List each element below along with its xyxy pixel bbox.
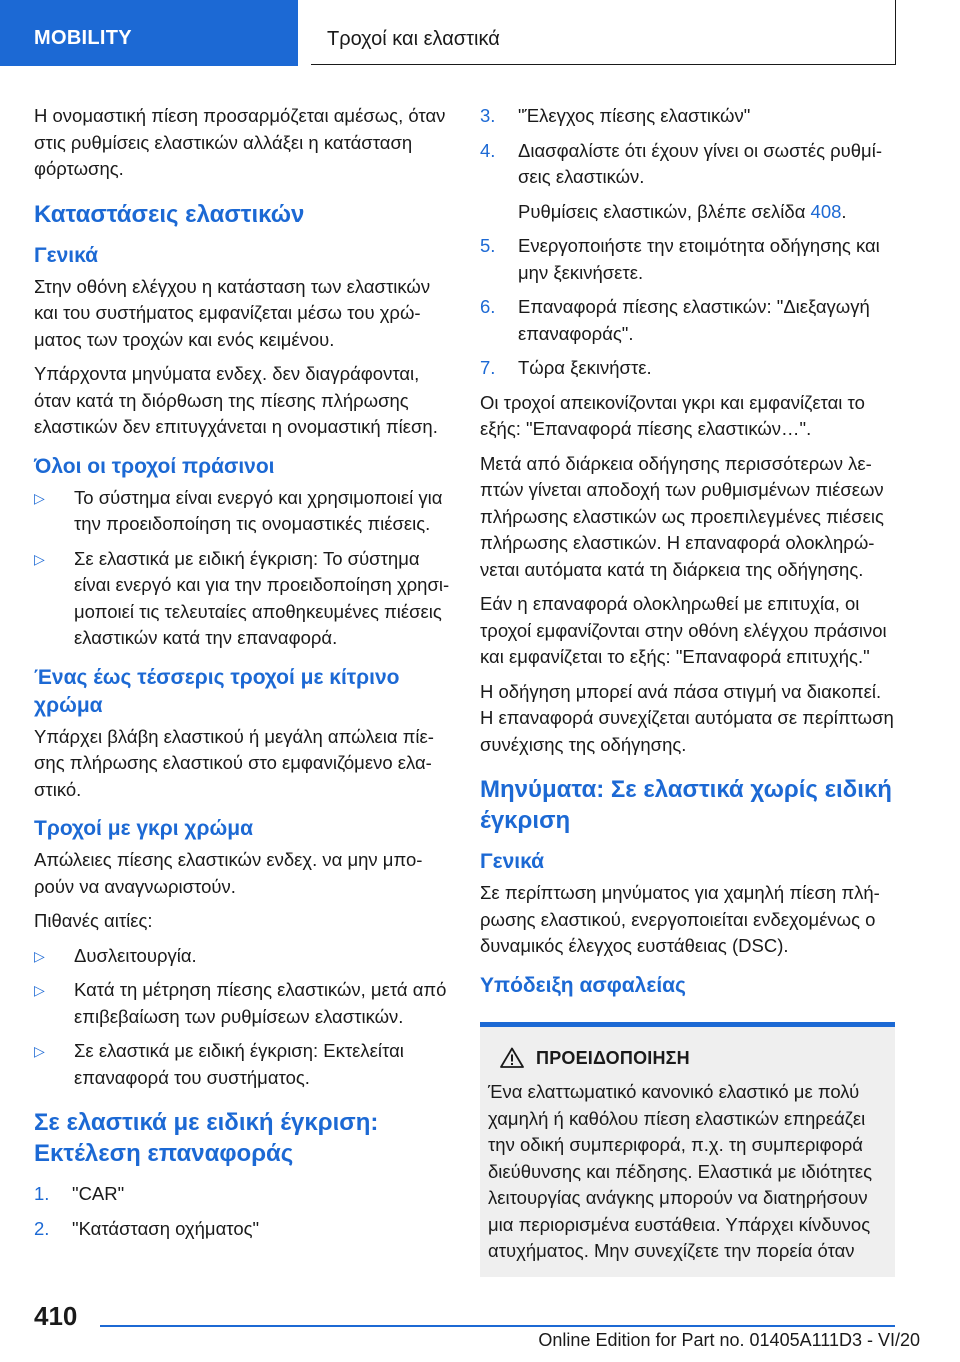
warning-title: ΠΡΟΕΙΔΟΠΟΙΗΣΗ	[536, 1047, 690, 1068]
list-item: 5. Ενεργοποιήστε την ετοιμότητα οδήγησης και μην ξεκινήσετε.	[480, 235, 880, 283]
reset-steps-2	[480, 103, 895, 191]
list-item: ▷ Σε ελαστικά με ειδική έγκριση: Το σύστημα είναι ενεργό και για την προειδοποίηση χρησιμοποιεί τις τελευταίες αποθηκευμένες πιέσεις ελαστικών κατά την επαναφορά.	[34, 547, 450, 648]
general-paragraph-2: Υπάρχοντα μηνύματα ενδεχ. δεν διαγράφονται, όταν κατά τη διόρθωση της πίεσης πλήρωσης ελαστικών δεν επιτυγχάνεται η ονομαστική πίεση.	[34, 363, 438, 437]
messages-general-paragraph: Σε περίπτωση μηνύματος για χαμηλή πίεση πλήρωσης ελαστικού, ενεργοποιείται ενδεχομένως ο δυναμικός έλεγχος ευστάθειας (DSC).	[480, 882, 880, 956]
triangle-bullet-icon: ▷	[34, 489, 45, 506]
reset-paragraph-2: Μετά από διάρκεια οδήγησης περισσότερων λεπτών γίνεται αποδοχή των ρυθμισμένων πιέσεων πλήρωσης ελαστικών ως προεπιλεγμένες πιέσεις πλήρωσης ελαστικών. Η επαναφορά ολοκληρώνεται αυτόματα κατά τη διάρκεια της οδήγησης.	[480, 452, 884, 580]
section-tab[interactable]	[0, 0, 298, 66]
left-column	[34, 103, 454, 1250]
heading-all-green: Όλοι οι τροχοί πράσινοι	[34, 454, 275, 478]
tire-settings-reference: Ρυθμίσεις ελαστικών, βλέπε σελίδα 408.	[518, 200, 847, 222]
heading-tire-states: Καταστάσεις ελαστικών	[34, 200, 305, 228]
list-item: 2. "Κατάσταση οχήματος"	[34, 1217, 260, 1239]
green-list	[34, 485, 454, 652]
heading-yellow: Ένας έως τέσσερις τροχοί με κίτρινο χρώμα	[34, 665, 400, 717]
list-item: 6. Επαναφορά πίεσης ελαστικών: "Διεξαγωγή επαναφοράς".	[480, 296, 870, 344]
page-number: 410	[34, 1301, 78, 1331]
yellow-paragraph: Υπάρχει βλάβη ελαστικού ή μεγάλη απώλεια πίεσης πλήρωσης ελαστικού στο εμφανιζόμενο ελαστικό.	[34, 725, 434, 800]
list-item: ▷ Δυσλειτουργία.	[34, 943, 454, 970]
grey-paragraph: Απώλειες πίεσης ελαστικών ενδεχ. να μην μπορούν να αναγνωριστούν.	[34, 849, 423, 897]
list-item: ▷ Σε ελαστικά με ειδική έγκριση: Εκτελείται επαναφορά του συστήματος.	[34, 1040, 404, 1088]
list-item: ▷ Το σύστημα είναι ενεργό και χρησιμοποιεί για την προειδοποίηση τις ονομαστικές πιέσεις.	[34, 486, 443, 534]
heading-grey: Τροχοί με γκρι χρώμα	[34, 817, 253, 840]
reset-paragraph-3: Εάν η επαναφορά ολοκληρωθεί με επιτυχία, οι τροχοί εμφανίζονται στην οθόνη ελέγχου πράσινοι και εμφανίζεται το εξής: "Επαναφορά επιτυχής."	[480, 593, 887, 667]
reset-paragraph-4: Η οδήγηση μπορεί ανά πάσα στιγμή να διακοπεί. Η επαναφορά συνεχίζεται αυτόματα σε περίπτωση συνέχισης της οδήγησης.	[480, 680, 894, 755]
list-item: 7. Τώρα ξεκινήστε.	[480, 357, 652, 378]
heading-safety-note: Υπόδειξη ασφαλείας	[480, 973, 686, 997]
heading-general: Γενικά	[34, 243, 99, 267]
intro-paragraph: Η ονομαστική πίεση προσαρμόζεται αμέσως, όταν στις ρυθμίσεις ελαστικών αλλάξει η κατάσταση φόρτωσης.	[34, 105, 446, 179]
triangle-bullet-icon: ▷	[34, 550, 45, 567]
warning-header	[488, 1045, 885, 1072]
warning-text: Ένα ελαττωματικό κανονικό ελαστικό με πολύ χαμηλή ή καθόλου πίεση ελαστικών επηρεάζει την οδική συμπεριφορά, π.χ. τη συμπεριφορά διεύθυνσης και πέδησης. Ελαστικά με ιδιότητες λειτουργίας ανάγκης μπορούν να διατηρήσουν μια περιορισμένα ευστάθεια. Υπάρχει κίνδυνος ατυχήματος. Μην συνεχίζετε την πορεία όταν	[488, 1081, 873, 1261]
heading-general-2: Γενικά	[480, 850, 545, 873]
warning-box	[480, 1022, 895, 1277]
general-paragraph-1: Στην οθόνη ελέγχου η κατάσταση των ελαστικών και του συστήματος εμφανίζεται μέσω του χρώματος των τροχών και ενός κειμένου.	[34, 275, 431, 350]
triangle-bullet-icon: ▷	[34, 1043, 45, 1059]
chapter-tab[interactable]	[311, 0, 896, 65]
list-item: ▷ Κατά τη μέτρηση πίεσης ελαστικών, μετά από επιβεβαίωση των ρυθμίσεων ελαστικών.	[34, 979, 447, 1027]
reset-paragraph-1: Οι τροχοί απεικονίζονται γκρι και εμφανίζεται το εξής: "Επαναφορά πίεσης ελαστικών…".	[480, 391, 865, 439]
heading-perform-reset: Σε ελαστικά με ειδική έγκριση: Εκτέλεση επαναφοράς	[34, 1109, 379, 1167]
chapter-title: Τροχοί και ελαστικά	[327, 28, 500, 50]
causes-label: Πιθανές αιτίες:	[34, 910, 153, 931]
list-item: 1. "CAR"	[34, 1183, 125, 1204]
list-item: 3. "Έλεγχος πίεσης ελαστικών"	[480, 105, 751, 126]
section-title: MOBILITY	[34, 27, 132, 49]
grey-list	[34, 943, 454, 1092]
footer-edition: Online Edition for Part no. 01405A111D3 - VI/20	[538, 1330, 920, 1350]
page-header	[0, 0, 960, 66]
triangle-bullet-icon: ▷	[34, 982, 45, 998]
triangle-bullet-icon: ▷	[34, 947, 45, 964]
list-item: 4. Διασφαλίστε ότι έχουν γίνει οι σωστές ρυθμίσεις ελαστικών.	[480, 139, 882, 187]
reset-steps-3	[480, 233, 895, 382]
page-link[interactable]: 408	[810, 200, 842, 222]
heading-messages: Μηνύματα: Σε ελαστικά χωρίς ειδική έγκριση	[480, 776, 892, 834]
footer-divider	[100, 1325, 895, 1327]
warning-triangle-icon	[500, 1047, 524, 1068]
right-column	[480, 103, 895, 1277]
reset-steps-1	[34, 1181, 454, 1242]
